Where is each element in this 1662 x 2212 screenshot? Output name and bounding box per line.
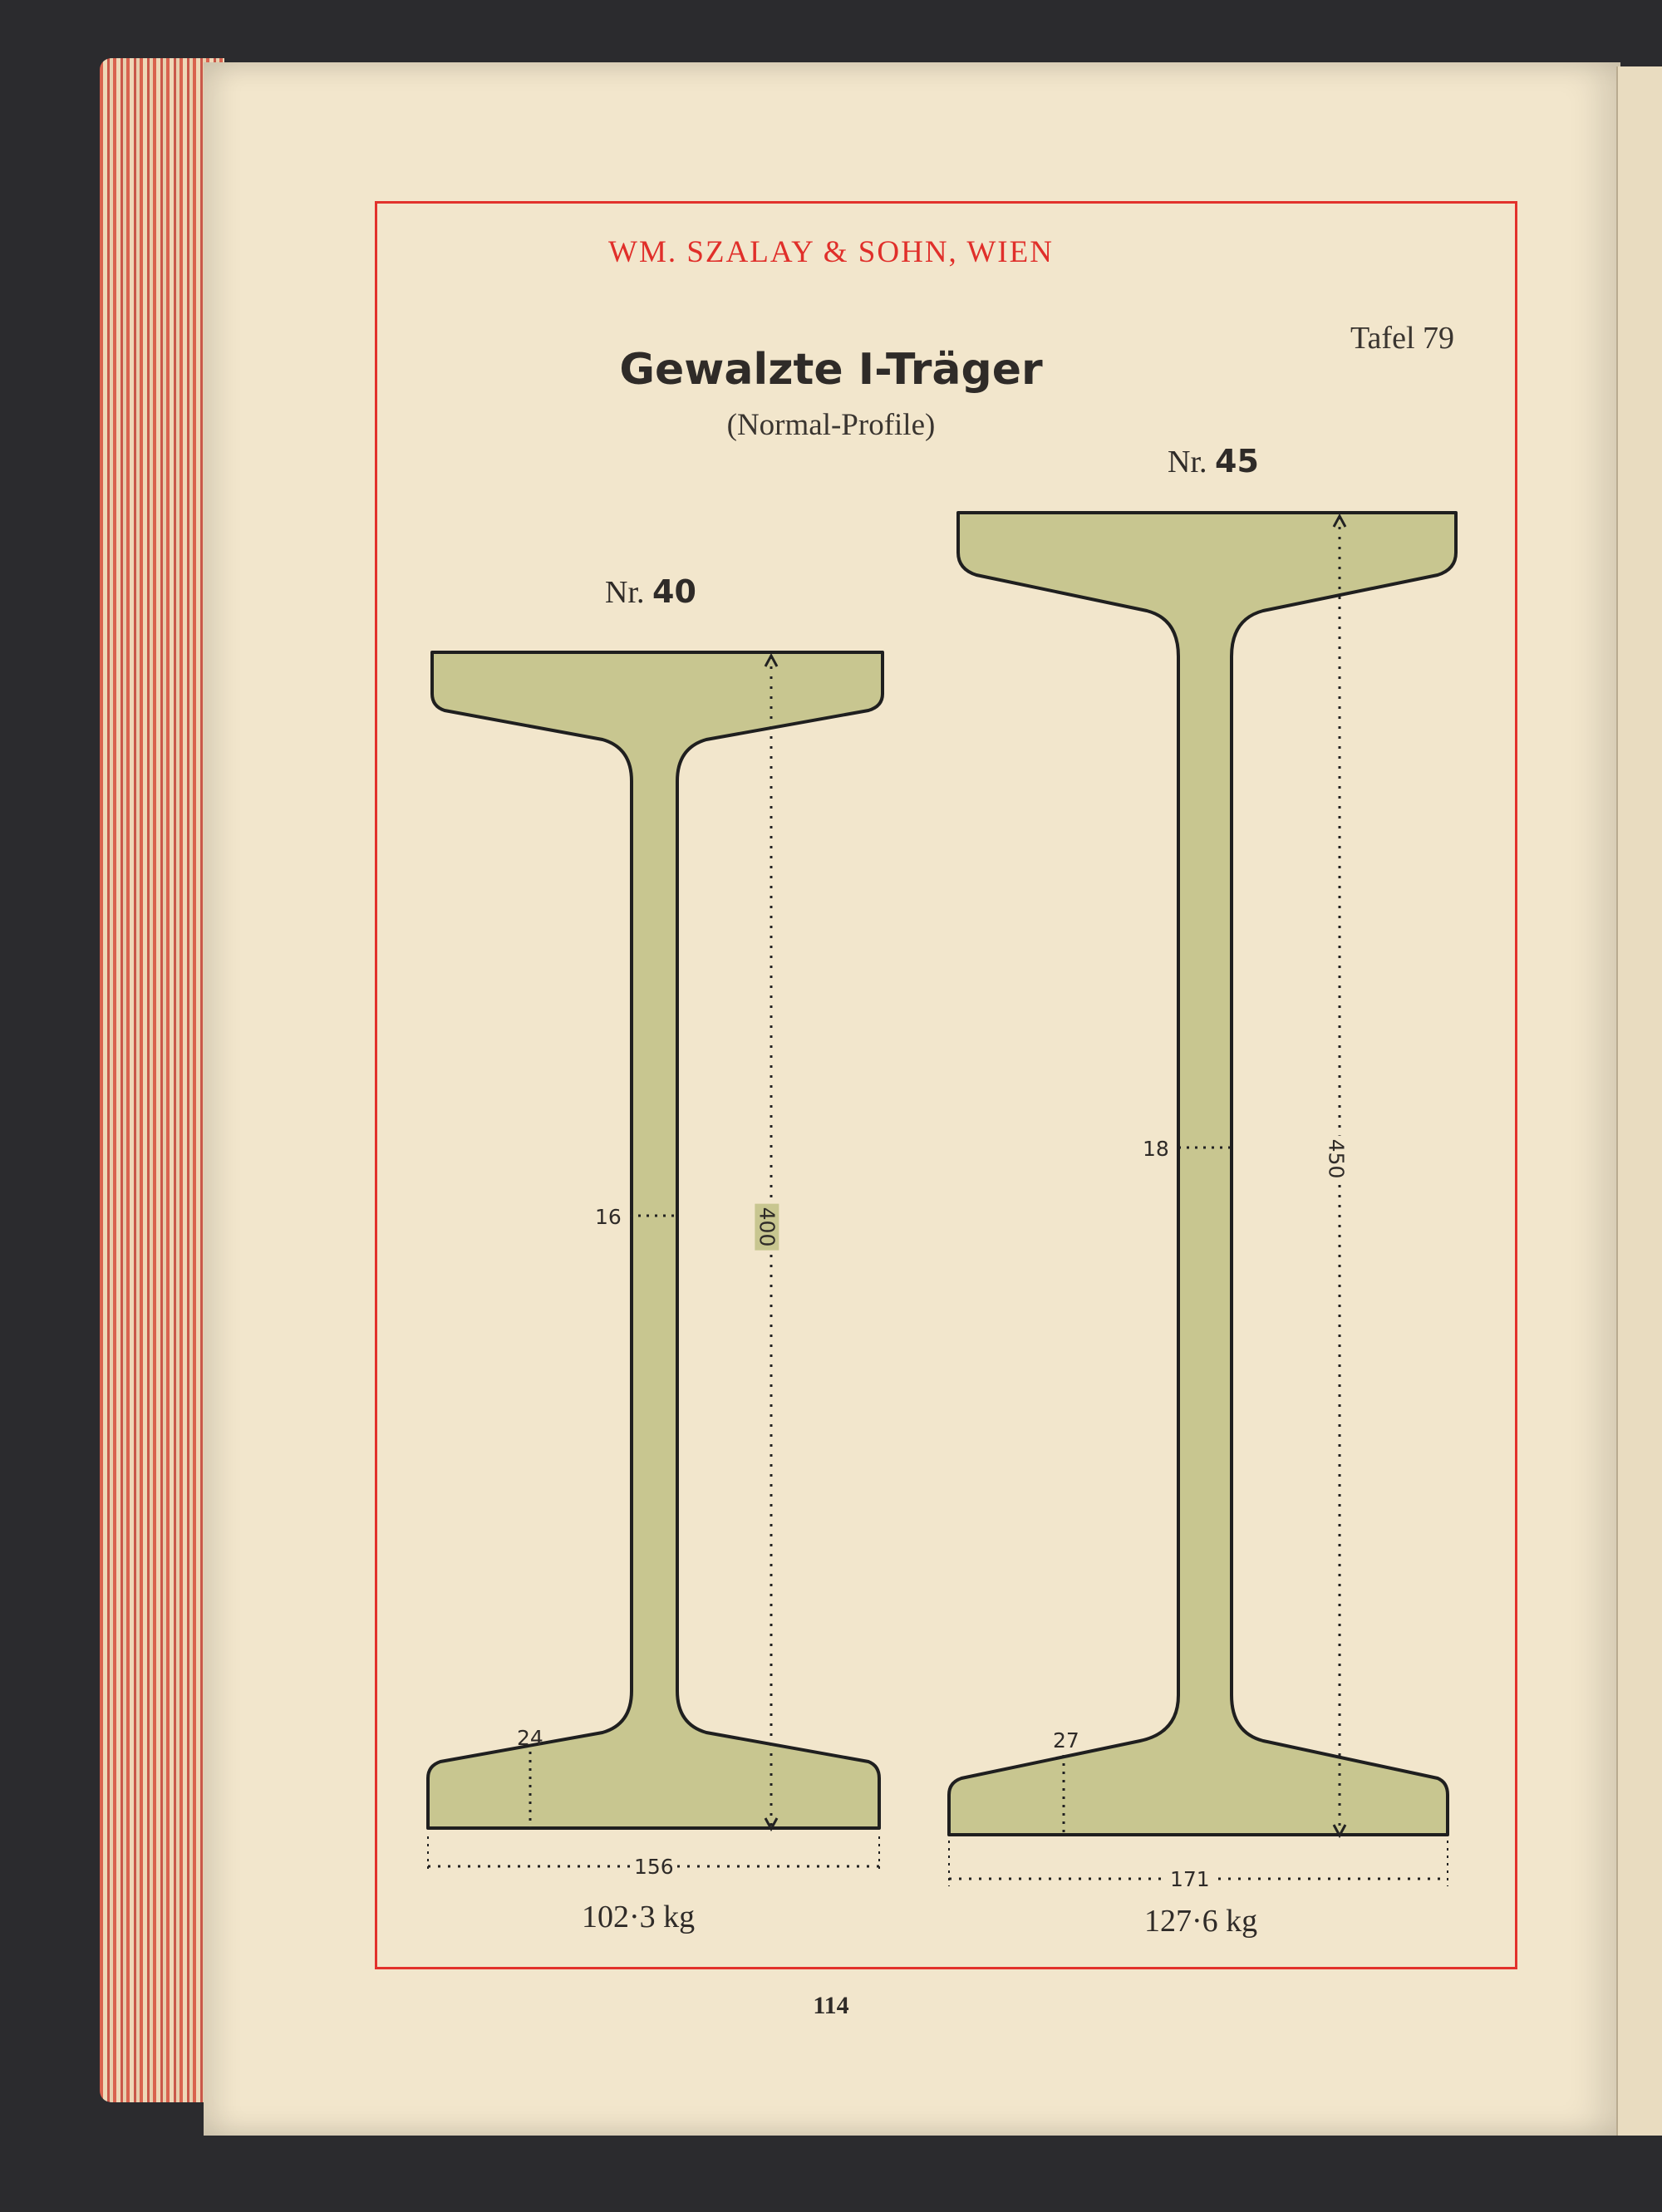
web-label-40: 16 — [595, 1205, 622, 1229]
plate-number: Tafel 79 — [1350, 321, 1455, 356]
width-label-45: 171 — [1168, 1867, 1212, 1891]
page-subtitle: (Normal-Profile) — [726, 408, 936, 442]
height-label-40: 400 — [755, 1204, 779, 1251]
profile-prefix: Nr. — [1168, 445, 1207, 479]
profile-prefix: Nr. — [605, 575, 645, 610]
flange-label-40: 24 — [517, 1726, 543, 1750]
weight-label-45: 127·6 kg — [1144, 1904, 1258, 1939]
i-beam-40-section — [428, 652, 883, 1828]
web-label-45: 18 — [1143, 1137, 1169, 1161]
publisher-heading: WM. SZALAY & SOHN, WIEN — [608, 235, 1054, 269]
profile-number: 40 — [652, 573, 696, 610]
page-number: 114 — [813, 1992, 849, 2019]
height-label-45: 450 — [1324, 1136, 1348, 1182]
weight-label-40: 102·3 kg — [582, 1900, 696, 1934]
flange-label-45: 27 — [1053, 1728, 1079, 1752]
page-title: Gewalzte I-Träger — [619, 345, 1043, 395]
profile-number: 45 — [1215, 443, 1259, 479]
i-beam-45-section — [949, 513, 1456, 1835]
width-label-40: 156 — [632, 1855, 676, 1879]
